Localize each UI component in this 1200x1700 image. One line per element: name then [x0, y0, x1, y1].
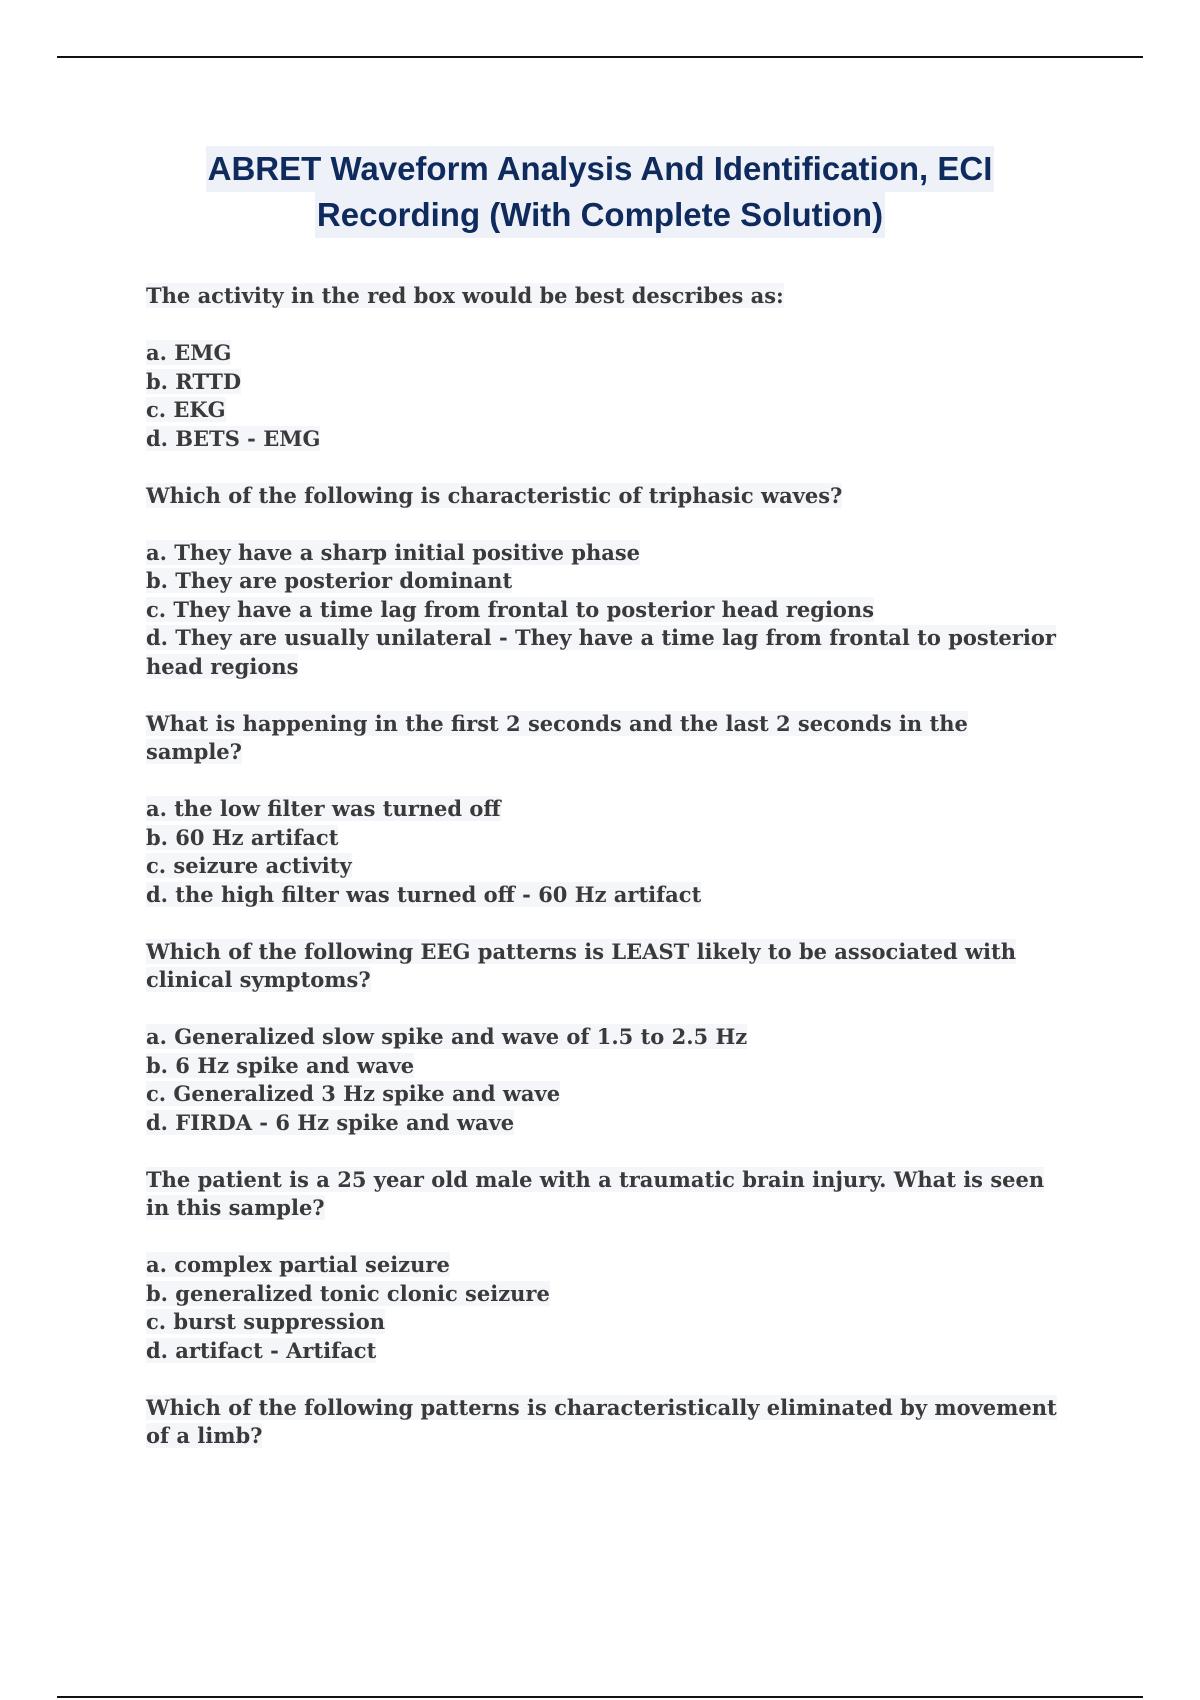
option-b: b. generalized tonic clonic seizure [146, 1280, 550, 1306]
answer-options [146, 1251, 1066, 1365]
option-a: a. complex partial seizure [146, 1252, 450, 1277]
option-d: d. They are usually unilateral - They have a time lag from frontal to posterior head regions [146, 625, 1056, 679]
option-b: b. 6 Hz spike and wave [146, 1052, 415, 1078]
option-c: c. seizure activity [146, 853, 352, 878]
answer-options [146, 1023, 1066, 1137]
question-list [146, 282, 1066, 1479]
option-b: b. They are posterior dominant [146, 568, 513, 593]
question-text: The activity in the red box would be best describes as: [146, 283, 784, 308]
option-d: d. artifact - Artifact [146, 1337, 377, 1363]
option-a: a. EMG [146, 340, 232, 365]
option-d: d. BETS - EMG [146, 425, 321, 451]
option-c: c. burst suppression [146, 1309, 386, 1334]
question-block-6 [146, 1394, 1066, 1451]
option-d: d. the high filter was turned off - 60 Hz artifact [146, 881, 702, 907]
option-d: d. FIRDA - 6 Hz spike and wave [146, 1109, 515, 1135]
question-block-4 [146, 938, 1066, 1138]
option-a: a. They have a sharp initial positive phase [146, 539, 641, 565]
question-block-5 [146, 1166, 1066, 1366]
answer-options [146, 795, 1066, 909]
question-text: The patient is a 25 year old male with a traumatic brain injury. What is seen in this sample? [146, 1166, 1045, 1220]
option-a: a. Generalized slow spike and wave of 1.5 to 2.5 Hz [146, 1024, 748, 1049]
title-line-1: ABRET Waveform Analysis And Identification, ECI [206, 146, 995, 192]
question-text: Which of the following EEG patterns is LEAST likely to be associated with clinical symptoms? [146, 938, 1017, 992]
question-text: Which of the following is characteristic of triphasic waves? [146, 482, 843, 508]
option-b: b. RTTD [146, 368, 242, 394]
option-c: c. EKG [146, 397, 226, 422]
bottom-divider [57, 1696, 1143, 1698]
option-c: c. They have a time lag from frontal to posterior head regions [146, 596, 875, 622]
question-text: What is happening in the first 2 seconds and the last 2 seconds in the sample? [146, 710, 968, 764]
top-divider [57, 56, 1143, 58]
answer-options [146, 339, 1066, 453]
question-block-3 [146, 710, 1066, 910]
document-title [150, 146, 1050, 238]
question-block-1 [146, 282, 1066, 453]
answer-options [146, 539, 1066, 682]
title-line-2: Recording (With Complete Solution) [315, 192, 885, 238]
question-text: Which of the following patterns is characteristically eliminated by movement of a limb? [146, 1394, 1057, 1448]
question-block-2 [146, 482, 1066, 682]
option-c: c. Generalized 3 Hz spike and wave [146, 1081, 561, 1106]
option-b: b. 60 Hz artifact [146, 824, 339, 850]
option-a: a. the low filter was turned off [146, 796, 501, 821]
